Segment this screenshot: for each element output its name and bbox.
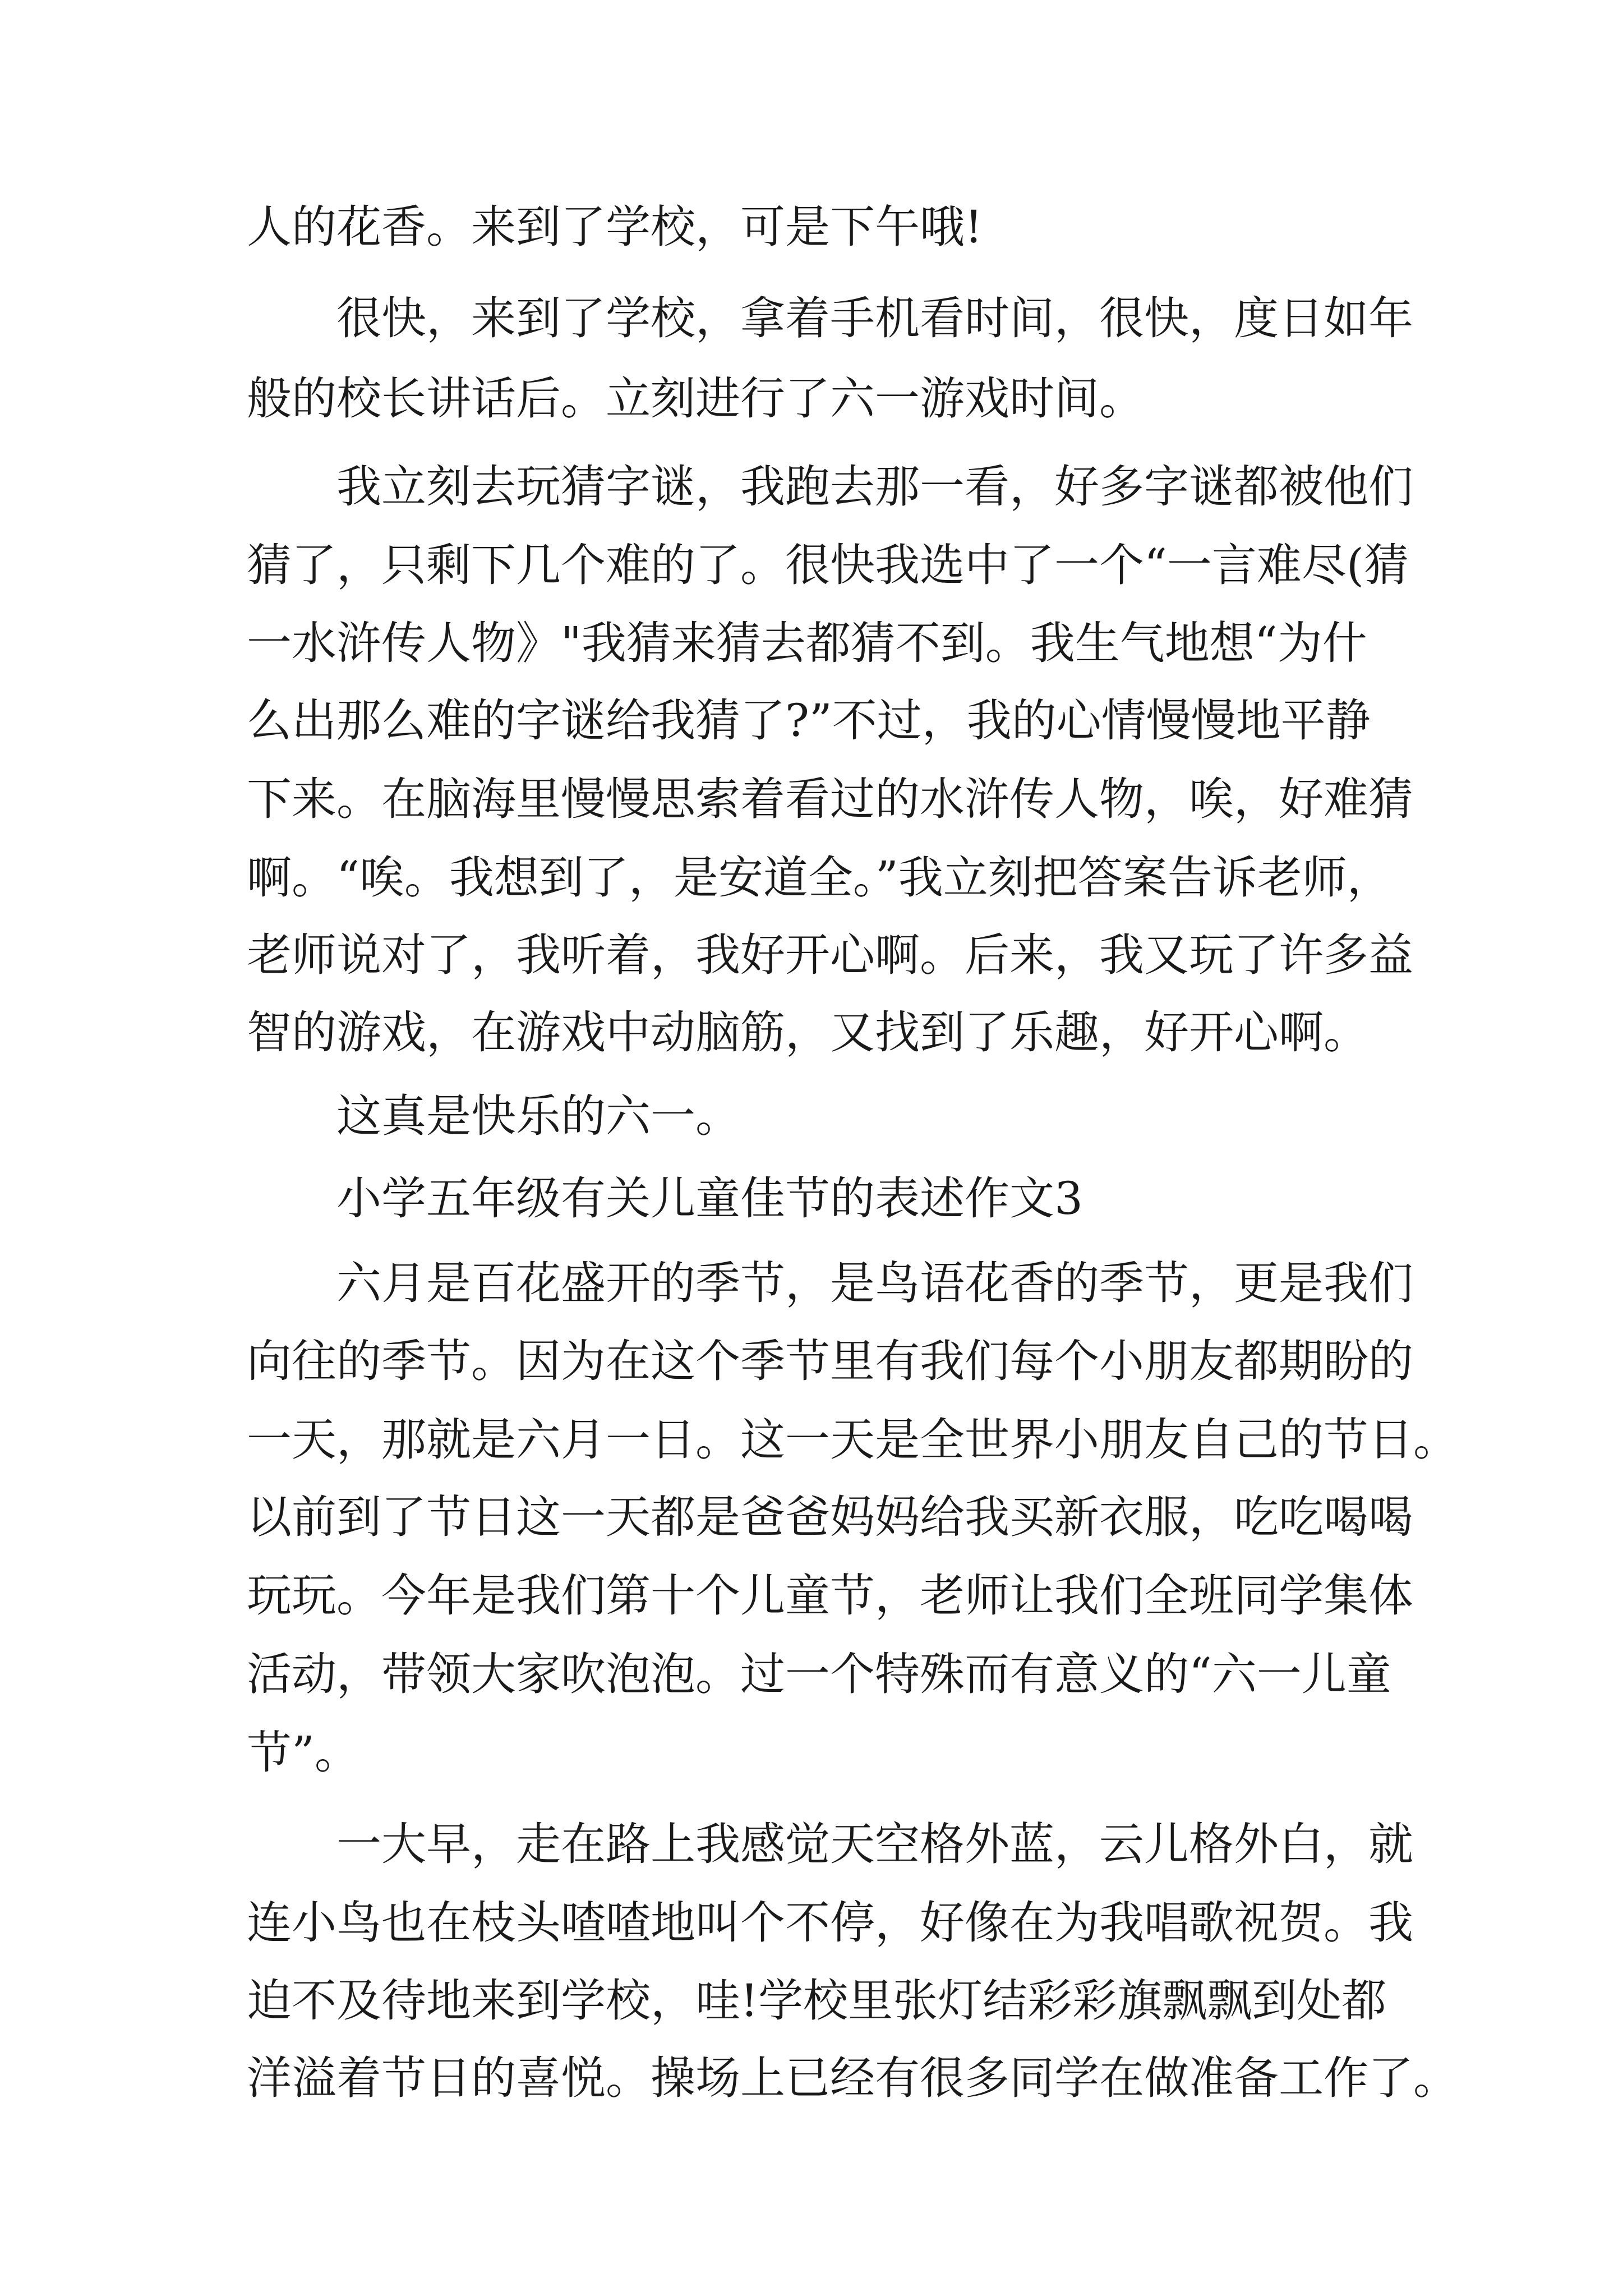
text-line: 么出那么难的字谜给我猜了?”不过，我的心情慢慢地平静 — [247, 694, 1371, 747]
text-line: 以前到了节日这一天都是爸爸妈妈给我买新衣服，吃吃喝喝 — [247, 1491, 1413, 1543]
text-line: 猜了，只剩下几个难的了。很快我选中了一个“一言难尽(猜 — [247, 539, 1409, 591]
section-title: 小学五年级有关儿童佳节的表述作文3 — [336, 1172, 1083, 1225]
text-line: 迫不及待地来到学校，哇!学校里张灯结彩彩旗飘飘到处都 — [247, 1975, 1387, 2027]
paragraph-start: 这真是快乐的六一。 — [336, 1090, 740, 1142]
text-line: 智的游戏，在游戏中动脑筋，又找到了乐趣，好开心啊。 — [247, 1006, 1368, 1059]
text-line: 连小鸟也在枝头喳喳地叫个不停，好像在为我唱歌祝贺。我 — [247, 1897, 1413, 1949]
text-line: 一天，那就是六月一日。这一天是全世界小朋友自己的节日。 — [247, 1414, 1458, 1466]
paragraph-start: 六月是百花盛开的季节，是鸟语花香的季节，更是我们 — [336, 1257, 1413, 1309]
text-line: 洋溢着节日的喜悦。操场上已经有很多同学在做准备工作了。 — [247, 2052, 1458, 2104]
paragraph-start: 我立刻去玩猜字谜，我跑去那一看，好多字谜都被他们 — [336, 461, 1413, 513]
paragraph-start: 很快，来到了学校，拿着手机看时间，很快，度日如年 — [336, 292, 1413, 344]
text-line: 人的花香。来到了学校，可是下午哦! — [247, 201, 983, 253]
text-line: 般的校长讲话后。立刻进行了六一游戏时间。 — [247, 372, 1144, 425]
text-line: 老师说对了，我听着，我好开心啊。后来，我又玩了许多益 — [247, 929, 1413, 981]
text-line: 下来。在脑海里慢慢思索着看过的水浒传人物，唉，好难猜 — [247, 773, 1413, 825]
text-line: 一水浒传人物》"我猜来猜去都猜不到。我生气地想“为什 — [247, 617, 1367, 669]
text-line: 节”。 — [247, 1727, 359, 1779]
text-line: 向往的季节。因为在这个季节里有我们每个小朋友都期盼的 — [247, 1335, 1413, 1387]
paragraph-start: 一大早，走在路上我感觉天空格外蓝，云儿格外白，就 — [336, 1818, 1413, 1870]
text-line: 活动，带领大家吹泡泡。过一个特殊而有意义的“六一儿童 — [247, 1648, 1391, 1700]
text-line: 玩玩。今年是我们第十个儿童节，老师让我们全班同学集体 — [247, 1570, 1413, 1622]
text-line: 啊。“唉。我想到了，是安道全。”我立刻把答案告诉老师， — [247, 852, 1392, 904]
